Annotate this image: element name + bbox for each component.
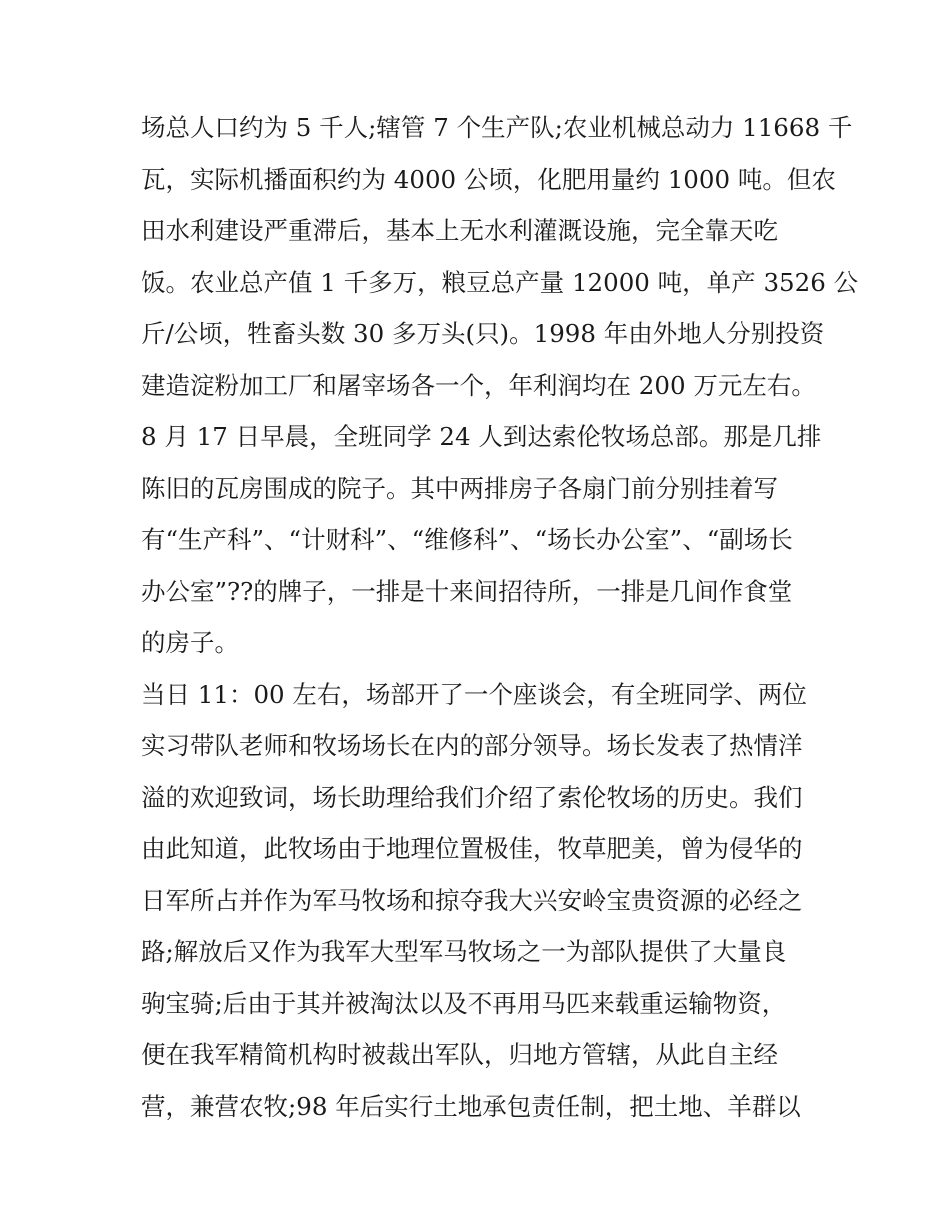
text-line: 建造淀粉加工厂和屠宰场各一个，年利润均在 200 万元左右。 [141,370,816,400]
paragraph-meeting-history [141,669,821,1133]
text-line: 营，兼营农牧;98 年后实行土地承包责任制，把土地、羊群以 [141,1091,801,1121]
text-line: 饭。农业总产值 1 千多万，粮豆总产量 12000 吨，单产 3526 公 [141,267,859,297]
text-line: 场总人口约为 5 千人;辖管 7 个生产队;农业机械总动力 11668 千 [141,113,853,142]
text-line: 瓦，实际机播面积约为 4000 公顷，化肥用量约 1000 吨。但农 [141,164,836,194]
text-line: 陈旧的瓦房围成的院子。其中两排房子各扇门前分别挂着写 [141,473,778,503]
text-line: 实习带队老师和牧场场长在内的部分领导。场长发表了热情洋 [141,731,803,760]
text-line: 田水利建设严重滞后，基本上无水利灌溉设施，完全靠天吃 [141,216,778,245]
text-line: 由此知道，此牧场由于地理位置极佳，牧草肥美，曾为侵华的 [141,834,803,863]
text-line: 路;解放后又作为我军大型军马牧场之一为部队提供了大量良 [141,937,787,966]
text-line: 的房子。 [141,628,239,657]
text-line: 办公室”??的牌子，一排是十来间招待所，一排是几间作食堂 [141,576,793,606]
text-line: 当日 11：00 左右，场部开了一个座谈会，有全班同学、两位 [141,679,807,709]
text-line: 8 月 17 日早晨，全班同学 24 人到达索伦牧场总部。那是几排 [141,422,822,451]
paragraph-farm-statistics [141,102,859,411]
text-line: 溢的欢迎致词，场长助理给我们介绍了索伦牧场的历史。我们 [141,782,803,812]
text-line: 有“生产科”、“计财科”、“维修科”、“场长办公室”、“副场长 [141,525,793,554]
text-line: 驹宝骑;后由于其并被淘汰以及不再用马匹来载重运输物资， [141,988,787,1018]
text-line: 便在我军精简机构时被裁出军队，归地方管辖，从此自主经 [141,1040,778,1069]
text-line: 斤/公顷，牲畜头数 30 多万头(只)。1998 年由外地人分别投资 [141,319,825,348]
text-line: 日军所占并作为军马牧场和掠夺我大兴安岭宝贵资源的必经之 [141,885,803,915]
document-body [141,102,859,1132]
paragraph-arrival [141,411,821,669]
